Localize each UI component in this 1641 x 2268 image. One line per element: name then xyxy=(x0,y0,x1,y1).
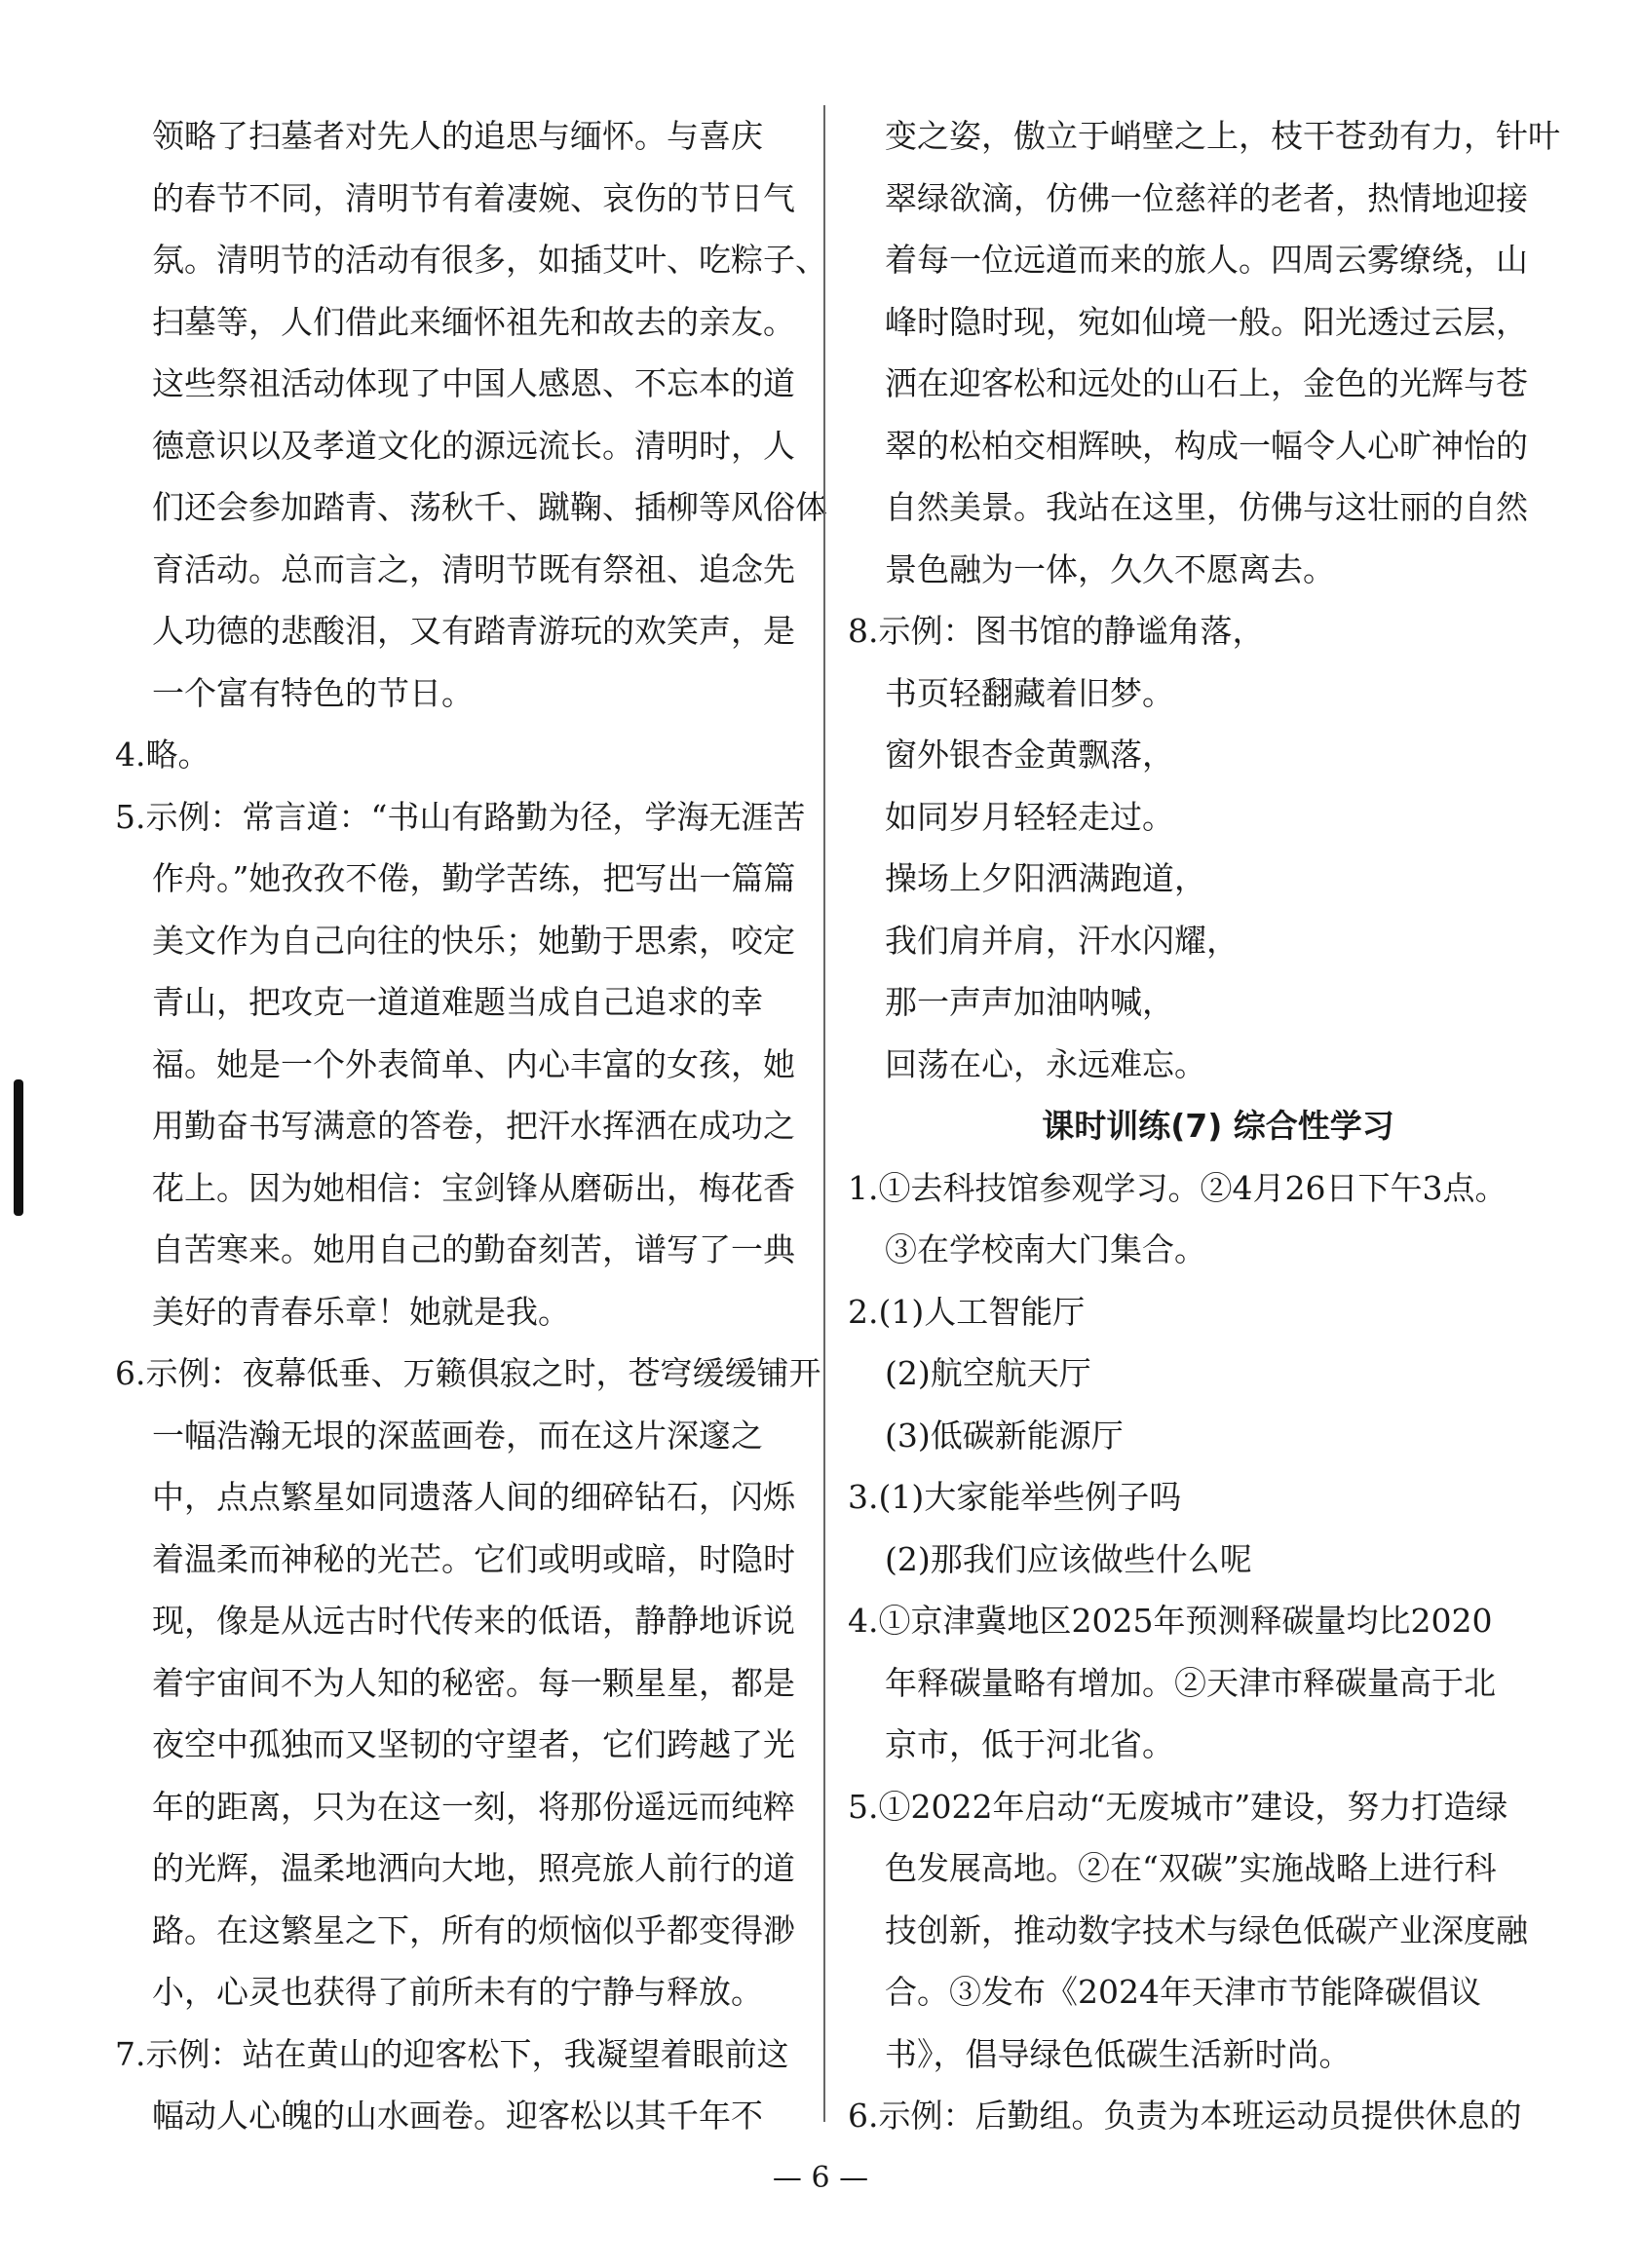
left-column xyxy=(115,105,827,2147)
text-line: 翠的松柏交相辉映，构成一幅令人心旷神怡的 xyxy=(885,426,1528,465)
text-line: 操场上夕阳洒满跑道， xyxy=(885,859,1206,897)
text-line: 夜空中孤独而又坚韧的守望者，它们跨越了光 xyxy=(152,1725,795,1763)
text-line: 6.示例：夜幕低垂、万籁俱寂之时，苍穹缓缓铺开 xyxy=(115,1354,821,1392)
right-column xyxy=(848,105,1560,2147)
text-line: 合。③发布《2024年天津市节能降碳倡议 xyxy=(885,1973,1481,2011)
text-line: 氛。清明节的活动有很多，如插艾叶、吃粽子、 xyxy=(152,241,827,279)
text-line: 峰时隐时现，宛如仙境一般。阳光透过云层， xyxy=(885,302,1528,341)
text-line: 书》，倡导绿色低碳生活新时尚。 xyxy=(885,2034,1352,2073)
text-line: 京市，低于河北省。 xyxy=(885,1725,1174,1763)
text-line: 2.(1)人工智能厅 xyxy=(848,1292,1086,1331)
text-line: 8.示例：图书馆的静谧角落， xyxy=(848,612,1265,650)
text-line: 7.示例：站在黄山的迎客松下，我凝望着眼前这 xyxy=(115,2034,789,2073)
text-line: 的春节不同，清明节有着凄婉、哀伤的节日气 xyxy=(152,178,795,217)
text-line: 小，心灵也获得了前所未有的宁静与释放。 xyxy=(152,1973,763,2011)
text-line: 美好的青春乐章！她就是我。 xyxy=(152,1292,570,1331)
text-line: 5.示例：常言道：“书山有路勤为径，学海无涯苦 xyxy=(115,797,806,836)
right-column-continued-answers xyxy=(848,105,1560,1095)
page-number: — 6 — xyxy=(772,2161,869,2195)
text-line: 着每一位远道而来的旅人。四周云雾缭绕，山 xyxy=(885,241,1528,279)
text-line: 5.①2022年启动“无废城市”建设，努力打造绿 xyxy=(848,1787,1508,1826)
text-line: 窗外银杏金黄飘落， xyxy=(885,736,1174,774)
text-line: ③在学校南大门集合。 xyxy=(885,1230,1206,1268)
text-line: 洒在迎客松和远处的山石上，金色的光辉与苍 xyxy=(885,364,1528,402)
text-line: 景色融为一体，久久不愿离去。 xyxy=(885,549,1335,588)
text-line: 用勤奋书写满意的答卷，把汗水挥洒在成功之 xyxy=(152,1107,795,1145)
right-column-new-section-answers xyxy=(848,1157,1549,2147)
text-line: 领略了扫墓者对先人的追思与缅怀。与喜庆 xyxy=(152,117,763,155)
text-line: 现，像是从远古时代传来的低语，静静地诉说 xyxy=(152,1602,795,1640)
text-line: 4.①京津冀地区2025年预测释碳量均比2020 xyxy=(848,1602,1493,1640)
text-line: 4.略。 xyxy=(115,736,210,774)
text-line: 花上。因为她相信：宝剑锋从磨砺出，梅花香 xyxy=(152,1168,795,1207)
text-line: 6.示例：后勤组。负责为本班运动员提供休息的 xyxy=(848,2097,1522,2135)
text-line: 年的距离，只为在这一刻，将那份遥远而纯粹 xyxy=(152,1787,795,1826)
text-line: 福。她是一个外表简单、内心丰富的女孩，她 xyxy=(152,1044,795,1083)
text-line: (3)低碳新能源厅 xyxy=(885,1416,1124,1455)
text-line: 回荡在心，永远难忘。 xyxy=(885,1044,1206,1083)
section-title: 课时训练(7) 综合性学习 xyxy=(1042,1107,1394,1145)
text-line: 美文作为自己向往的快乐；她勤于思索，咬定 xyxy=(152,921,795,960)
text-line: 德意识以及孝道文化的源远流长。清明时，人 xyxy=(152,426,795,465)
binding-mark xyxy=(14,1079,23,1216)
text-line: 育活动。总而言之，清明节既有祭祖、追念先 xyxy=(152,549,795,588)
text-line: 作舟。”她孜孜不倦，勤学苦练，把写出一篇篇 xyxy=(152,859,796,897)
column-divider xyxy=(823,105,825,2122)
text-line: 幅动人心魄的山水画卷。迎客松以其千年不 xyxy=(152,2097,763,2135)
text-line: 书页轻翻藏着旧梦。 xyxy=(885,673,1174,712)
text-line: 1.①去科技馆参观学习。②4月26日下午3点。 xyxy=(848,1168,1507,1207)
text-line: 着宇宙间不为人知的秘密。每一颗星星，都是 xyxy=(152,1663,795,1702)
text-line: 3.(1)大家能举些例子吗 xyxy=(848,1478,1182,1516)
text-line: 自然美景。我站在这里，仿佛与这壮丽的自然 xyxy=(885,488,1528,526)
text-line: (2)那我们应该做些什么呢 xyxy=(885,1539,1252,1578)
text-line: 变之姿，傲立于峭壁之上，枝干苍劲有力，针叶 xyxy=(885,117,1560,155)
text-line: 的光辉，温柔地洒向大地，照亮旅人前行的道 xyxy=(152,1849,795,1887)
text-line: 路。在这繁星之下，所有的烦恼似乎都变得渺 xyxy=(152,1910,795,1949)
text-line: 一个富有特色的节日。 xyxy=(152,673,474,712)
text-line: 一幅浩瀚无垠的深蓝画卷，而在这片深邃之 xyxy=(152,1416,763,1455)
text-line: 翠绿欲滴，仿佛一位慈祥的老者，热情地迎接 xyxy=(885,178,1528,217)
text-line: 扫墓等，人们借此来缅怀祖先和故去的亲友。 xyxy=(152,302,795,341)
text-line: (2)航空航天厅 xyxy=(885,1354,1091,1392)
text-line: 技创新，推动数字技术与绿色低碳产业深度融 xyxy=(885,1910,1528,1949)
text-line: 青山，把攻克一道道难题当成自己追求的幸 xyxy=(152,983,763,1021)
text-line: 人功德的悲酸泪，又有踏青游玩的欢笑声，是 xyxy=(152,612,795,650)
text-line: 们还会参加踏青、荡秋千、蹴鞠、插柳等风俗体 xyxy=(152,488,827,526)
text-line: 中，点点繁星如同遗落人间的细碎钻石，闪烁 xyxy=(152,1478,795,1516)
text-line: 年释碳量略有增加。②天津市释碳量高于北 xyxy=(885,1663,1496,1702)
text-line: 如同岁月轻轻走过。 xyxy=(885,797,1174,836)
text-line: 我们肩并肩，汗水闪耀， xyxy=(885,921,1239,960)
text-line: 这些祭祖活动体现了中国人感恩、不忘本的道 xyxy=(152,364,795,402)
text-line: 那一声声加油呐喊， xyxy=(885,983,1174,1021)
text-line: 色发展高地。②在“双碳”实施战略上进行科 xyxy=(885,1849,1497,1887)
text-line: 着温柔而神秘的光芒。它们或明或暗，时隐时 xyxy=(152,1539,795,1578)
text-line: 自苦寒来。她用自己的勤奋刻苦，谱写了一典 xyxy=(152,1230,795,1268)
